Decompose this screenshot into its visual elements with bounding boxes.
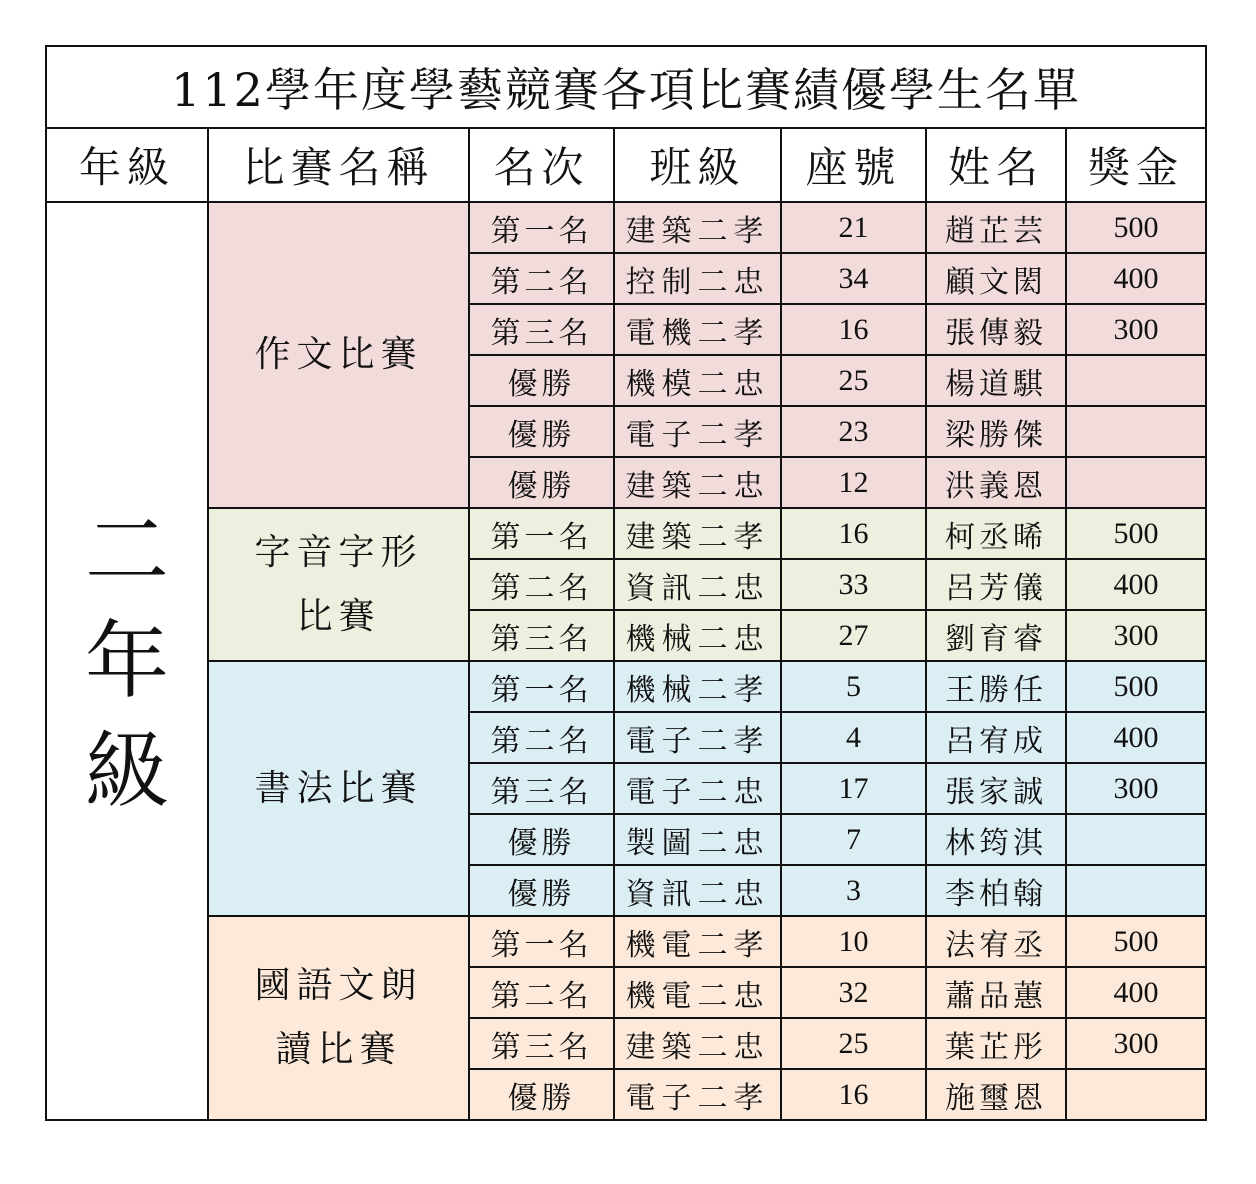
- student-name-cell: 張家誠: [926, 763, 1066, 814]
- class-cell: 資訊二忠: [614, 865, 781, 916]
- student-name-cell: 李柏翰: [926, 865, 1066, 916]
- seat-cell: 16: [781, 304, 926, 355]
- student-name-cell: 張傳毅: [926, 304, 1066, 355]
- class-cell: 機模二忠: [614, 355, 781, 406]
- class-cell: 機械二孝: [614, 661, 781, 712]
- class-cell: 電子二孝: [614, 712, 781, 763]
- seat-cell: 12: [781, 457, 926, 508]
- rank-cell: 第三名: [469, 763, 614, 814]
- seat-cell: 4: [781, 712, 926, 763]
- rank-cell: 第二名: [469, 712, 614, 763]
- rank-cell: 第三名: [469, 1018, 614, 1069]
- class-cell: 資訊二忠: [614, 559, 781, 610]
- prize-cell: 400: [1066, 253, 1206, 304]
- prize-cell: 500: [1066, 202, 1206, 253]
- table-row: [46, 661, 1206, 712]
- seat-cell: 21: [781, 202, 926, 253]
- title-row: [46, 46, 1206, 128]
- class-cell: 電子二忠: [614, 763, 781, 814]
- rank-cell: 第一名: [469, 202, 614, 253]
- header-class: 班級: [614, 128, 781, 202]
- seat-cell: 3: [781, 865, 926, 916]
- class-cell: 機電二忠: [614, 967, 781, 1018]
- competition-name: 作文比賽: [208, 202, 469, 508]
- student-name-cell: 施璽恩: [926, 1069, 1066, 1120]
- prize-cell: 300: [1066, 1018, 1206, 1069]
- rank-cell: 優勝: [469, 1069, 614, 1120]
- student-name-cell: 蕭品蕙: [926, 967, 1066, 1018]
- seat-cell: 16: [781, 508, 926, 559]
- seat-cell: 32: [781, 967, 926, 1018]
- rank-cell: 第一名: [469, 661, 614, 712]
- table-row: [46, 202, 1206, 253]
- prize-cell: 400: [1066, 967, 1206, 1018]
- class-cell: 電子二孝: [614, 406, 781, 457]
- student-name-cell: 林筠淇: [926, 814, 1066, 865]
- student-name-cell: 呂芳儀: [926, 559, 1066, 610]
- seat-cell: 17: [781, 763, 926, 814]
- prize-cell: 300: [1066, 610, 1206, 661]
- student-name-cell: 楊道騏: [926, 355, 1066, 406]
- rank-cell: 優勝: [469, 814, 614, 865]
- header-prize: 獎金: [1066, 128, 1206, 202]
- prize-cell: [1066, 355, 1206, 406]
- student-name-cell: 趙芷芸: [926, 202, 1066, 253]
- rank-cell: 優勝: [469, 355, 614, 406]
- class-cell: 電子二孝: [614, 1069, 781, 1120]
- header-name: 姓名: [926, 128, 1066, 202]
- seat-cell: 34: [781, 253, 926, 304]
- seat-cell: 25: [781, 355, 926, 406]
- rank-cell: 優勝: [469, 406, 614, 457]
- grade-cell: 二 年 級: [46, 202, 208, 1120]
- rank-cell: 第三名: [469, 304, 614, 355]
- competition-name: 書法比賽: [208, 661, 469, 916]
- student-name-cell: 王勝任: [926, 661, 1066, 712]
- student-name-cell: 呂宥成: [926, 712, 1066, 763]
- prize-cell: [1066, 814, 1206, 865]
- rank-cell: 優勝: [469, 457, 614, 508]
- prize-cell: 300: [1066, 763, 1206, 814]
- seat-cell: 16: [781, 1069, 926, 1120]
- prize-cell: 500: [1066, 661, 1206, 712]
- rank-cell: 第一名: [469, 508, 614, 559]
- student-name-cell: 洪義恩: [926, 457, 1066, 508]
- seat-cell: 33: [781, 559, 926, 610]
- class-cell: 機械二忠: [614, 610, 781, 661]
- seat-cell: 10: [781, 916, 926, 967]
- rank-cell: 第二名: [469, 253, 614, 304]
- student-name-cell: 葉芷彤: [926, 1018, 1066, 1069]
- seat-cell: 27: [781, 610, 926, 661]
- header-competition: 比賽名稱: [208, 128, 469, 202]
- seat-cell: 23: [781, 406, 926, 457]
- award-list-table: [45, 45, 1207, 1121]
- prize-cell: 300: [1066, 304, 1206, 355]
- prize-cell: [1066, 865, 1206, 916]
- seat-cell: 7: [781, 814, 926, 865]
- competition-name: 字音字形 比賽: [208, 508, 469, 661]
- header-grade: 年級: [46, 128, 208, 202]
- class-cell: 建築二孝: [614, 508, 781, 559]
- student-name-cell: 劉育睿: [926, 610, 1066, 661]
- class-cell: 控制二忠: [614, 253, 781, 304]
- competition-name: 國語文朗 讀比賽: [208, 916, 469, 1120]
- class-cell: 電機二孝: [614, 304, 781, 355]
- prize-cell: [1066, 1069, 1206, 1120]
- prize-cell: [1066, 406, 1206, 457]
- class-cell: 建築二忠: [614, 1018, 781, 1069]
- class-cell: 製圖二忠: [614, 814, 781, 865]
- prize-cell: 500: [1066, 916, 1206, 967]
- table-body: [46, 202, 1206, 1120]
- header-row: [46, 128, 1206, 202]
- class-cell: 機電二孝: [614, 916, 781, 967]
- student-name-cell: 顧文閎: [926, 253, 1066, 304]
- prize-cell: 500: [1066, 508, 1206, 559]
- seat-cell: 5: [781, 661, 926, 712]
- seat-cell: 25: [781, 1018, 926, 1069]
- rank-cell: 第三名: [469, 610, 614, 661]
- rank-cell: 優勝: [469, 865, 614, 916]
- student-name-cell: 法宥丞: [926, 916, 1066, 967]
- class-cell: 建築二忠: [614, 457, 781, 508]
- header-seat: 座號: [781, 128, 926, 202]
- rank-cell: 第二名: [469, 559, 614, 610]
- header-rank: 名次: [469, 128, 614, 202]
- prize-cell: 400: [1066, 559, 1206, 610]
- table-row: [46, 508, 1206, 559]
- rank-cell: 第一名: [469, 916, 614, 967]
- student-name-cell: 柯丞晞: [926, 508, 1066, 559]
- page-title: 112學年度學藝競賽各項比賽績優學生名單: [46, 46, 1206, 128]
- class-cell: 建築二孝: [614, 202, 781, 253]
- student-name-cell: 梁勝傑: [926, 406, 1066, 457]
- table-row: [46, 916, 1206, 967]
- rank-cell: 第二名: [469, 967, 614, 1018]
- prize-cell: [1066, 457, 1206, 508]
- prize-cell: 400: [1066, 712, 1206, 763]
